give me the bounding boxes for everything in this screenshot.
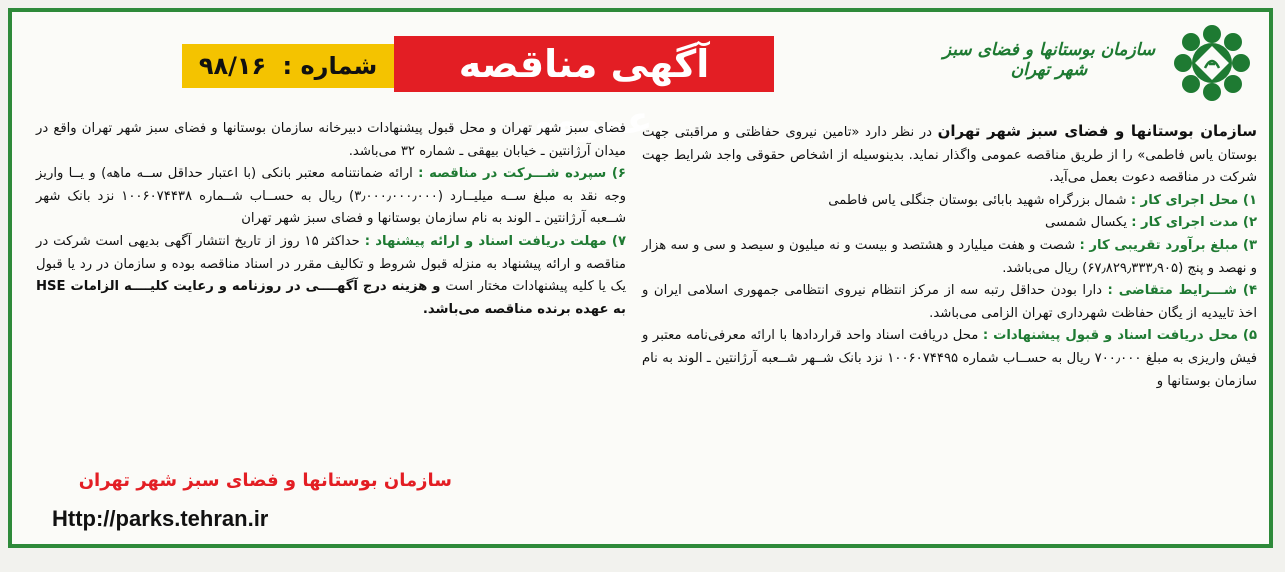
org-name-script: سازمان بوستانها و فضای سبز شهر تهران — [942, 40, 1156, 80]
section-4 — [642, 280, 1257, 325]
section-1-text: شمال بزرگراه شهید بابائی بوستان جنگلی یاس فاطمی — [828, 192, 1131, 208]
section-2 — [642, 212, 1257, 235]
tender-number-label: شماره : — [282, 52, 378, 80]
org-logo-icon — [1173, 24, 1251, 102]
notice-frame — [8, 8, 1273, 548]
section-7-text: حداکثر ۱۵ روز از تاریخ انتشار آگهی بدیهی است شرکت در مناقصه و ارائه پیشنهاد به منزله قبول شروط و تکالیف مقرر در اسناد مناقصه بوده و سازمان در رد یا قبول یک یا کلیه پیشنهادات مختار است — [36, 233, 626, 295]
section-4-heading: ۴) شـــرایط متقاضی : — [1107, 283, 1257, 299]
section-6 — [36, 163, 626, 231]
notice-title: آگهی مناقصه عمومی — [394, 36, 774, 92]
section-4-text: دارا بودن حداقل رتبه سه از مرکز انتظام نیروی انتظامی جمهوری اسلامی ایران و اخذ تاییدیه از یگان حفاظت شهرداری تهران الزامی می‌باشد. — [642, 283, 1257, 321]
section-2-text: یکسال شمسی — [1045, 215, 1132, 231]
signature-org-name: سازمان بوستانها و فضای سبز شهر تهران — [78, 470, 452, 491]
section-6-text: ارائه ضمانتنامه معتبر بانکی (با اعتبار حداقل ســه ماهه) و یــا واریز وجه نقد به مبلغ ســه میلیــارد (۳٫۰۰۰٫۰۰۰٫۰۰۰) ریال به حســاب شــماره ۱۰۰۶۰۷۴۴۳۸ نزد بانک شهر شــعبه آرژانتین ـ الوند به نام سازمان بوستانها و فضای سبز شهر تهران — [36, 166, 626, 227]
section-5-text: محل دریافت اسناد واحد قراردادها با ارائه معرفی‌نامه معتبر و فیش واریزی به مبلغ ۷۰۰٫۰۰۰ ریال به حســاب شماره ۱۰۰۶۰۷۴۴۹۵ نزد بانک شــهر شــعبه آرژانتین ـ الوند به نام سازمان بوستانها و — [642, 328, 1258, 389]
left-column — [36, 118, 626, 321]
intro-paragraph — [642, 120, 1257, 190]
tender-number-value: ۹۸/۱۶ — [198, 52, 267, 80]
section-5-continued: فضای سبز شهر تهران و محل قبول پیشنهادات دبیرخانه سازمان بوستانها و فضای سبز شهر تهران واقع در میدان آرژانتین ـ خیابان بیهقی ـ شماره ۳۲ می‌باشد. — [36, 121, 626, 159]
section-1 — [642, 190, 1257, 213]
section-3 — [642, 235, 1257, 280]
section-7-bold-text: و هزینه درج آگهــــی در روزنامه و رعایت کلیــــه الزامات HSE به عهده برنده مناقصه می‌باشد. — [36, 279, 626, 317]
section-6-heading: ۶) سپرده شـــرکت در مناقصه : — [418, 166, 626, 182]
section-7 — [36, 231, 626, 321]
section-3-text: شصت و هفت میلیارد و هشتصد و بیست و نه میلیون و سیصد و سی و سه هزار و نهصد و پنج (۶۷٫۸۲۹٫۳۳۳٫۹۰۵) ریال می‌باشد. — [642, 237, 1257, 276]
section-3-heading: ۳) مبلغ برآورد تقریبی کار : — [1079, 237, 1257, 253]
section-7-heading: ۷) مهلت دریافت اسناد و ارائه پیشنهاد : — [364, 233, 627, 249]
website-url[interactable]: Http://parks.tehran.ir — [52, 506, 269, 531]
intro-text: در نظر دارد «تامین نیروی حفاظتی و مراقبتی جهت بوستان یاس فاطمی» را از طریق مناقصه عمومی واگذار نماید. بدینوسیله از اشخاص حقوقی واجد شرایط جهت شرکت در مناقصه دعوت بعمل می‌آید. — [642, 125, 1257, 186]
section-5 — [642, 325, 1257, 393]
section-1-heading: ۱) محل اجرای کار : — [1130, 192, 1257, 208]
intro-org-name: سازمان بوستانها و فضای سبز شهر تهران — [937, 122, 1257, 140]
tender-number-box — [182, 44, 394, 88]
section-5-heading: ۵) محل دریافت اسناد و قبول پیشنهادات : — [982, 328, 1258, 344]
right-column — [642, 120, 1257, 393]
section-2-heading: ۲) مدت اجرای کار : — [1131, 215, 1257, 231]
